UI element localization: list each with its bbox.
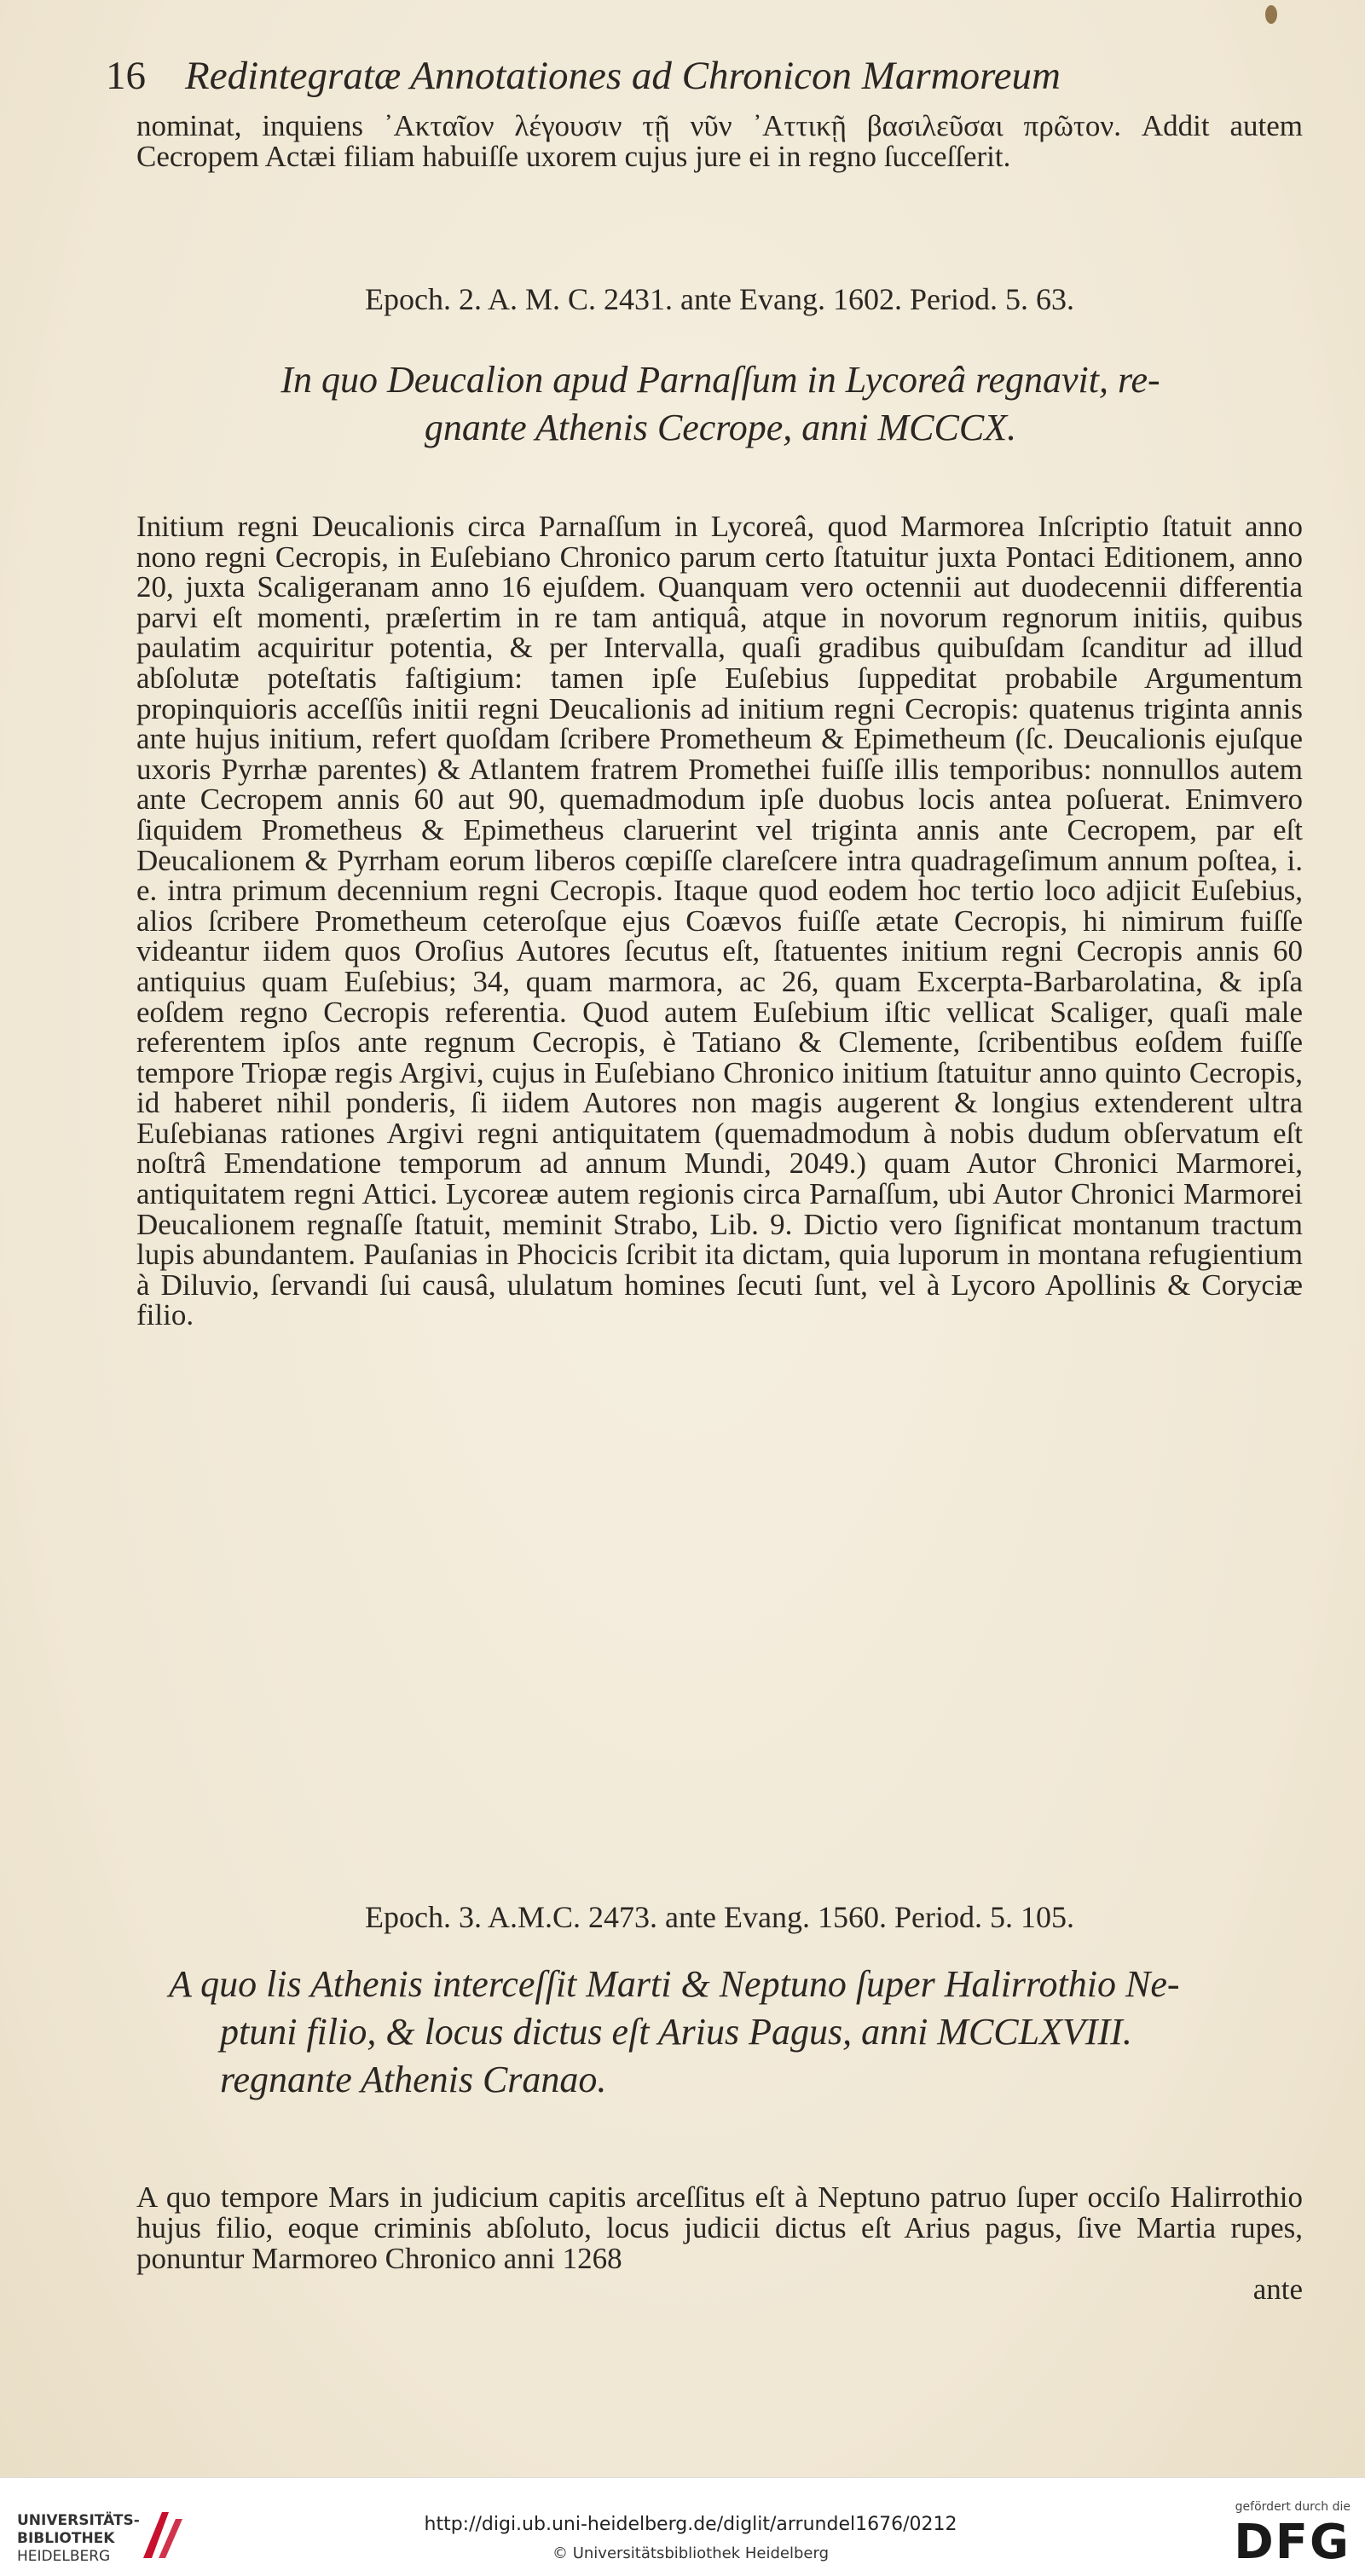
epoch-3-title-line-3: regnante Athenis Cranao. <box>220 2059 607 2100</box>
ink-blot <box>1265 5 1277 24</box>
epoch-2-line: Epoch. 2. A. M. C. 2431. ante Evang. 1602. Period. 5. 63. <box>365 282 1074 316</box>
epoch-3-title-line-1: A quo lis Athenis interceſſit Marti & Neptuno ſuper Halirrothio Ne- <box>169 1963 1180 2005</box>
running-title: Redintegratæ Annotationes ad Chronicon Marmoreum <box>185 54 1061 98</box>
library-logo-mark-icon <box>136 2507 188 2563</box>
last-paragraph <box>136 2182 1303 2305</box>
library-name-line-3: HEIDELBERG <box>17 2548 111 2565</box>
epoch-3-title <box>169 1961 1311 2104</box>
library-name-line-1: UNIVERSITÄTS- <box>17 2512 140 2529</box>
permalink[interactable]: http://digi.ub.uni-heidelberg.de/diglit/arrundel1676/0212 <box>424 2514 957 2535</box>
viewer-footer <box>0 2477 1365 2576</box>
epoch-3-title-line-2: ptuni filio, & locus dictus eſt Arius Pagus, anni MCCLXVIII. <box>220 2011 1132 2053</box>
epoch-2-title-line-1: In quo Deucalion apud Parnaſſum in Lycoreâ regnavit, re- <box>281 359 1160 401</box>
funding-caption: gefördert durch die <box>1235 2500 1351 2514</box>
page-number: 16 <box>106 54 146 98</box>
epoch-2-title-line-2: gnante Athenis Cecrope, anni MCCCX. <box>424 407 1017 448</box>
copyright-notice: © Universitätsbibliothek Heidelberg <box>552 2544 829 2562</box>
epoch-3-line: Epoch. 3. A.M.C. 2473. ante Evang. 1560. Period. 5. 105. <box>365 1900 1074 1934</box>
dfg-logo[interactable]: DFG <box>1234 2515 1351 2570</box>
main-paragraph: Initium regni Deucalionis circa Parnaſſum in Lycoreâ, quod Marmorea Inſcriptio ſtatuit anno nono regni Cecropis, in Euſebiano Chronico parum certo ſtatuitur juxta Pontaci Editionem, anno 20, juxta Scaligeranam anno 16 ejuſdem. Quanquam vero octennii aut duodecennii differentia parvi eſt momenti, præſertim in re tam antiquâ, atque in novorum regnorum initiis, quibus paulatim acquiritur potentia, & per Intervalla, quaſi gradibus quibuſdam ſcanditur ad illud abſolutæ poteſtatis faſtigium: tamen ipſe Euſebius ſuppeditat probabile Argumentum propinquioris acceſſûs initii regni Deucalionis ad initium regni Cecropis: quatenus triginta annis ante hujus initium, refert quoſdam ſcribere Prometheum & Epimetheum (ſc. Deucalionis ejuſque uxoris Pyrrhæ parentes) & Atlantem fratrem Promethei fuiſſe illis temporibus: nonnullos autem ante Cecropem annis 60 aut 90, quemadmodum ipſe duobus locis antea poſuerat. Enimvero ſiquidem Prometheus & Epimetheus claruerint vel triginta annis ante Cecropem, par eſt Deucalionem & Pyrrham eorum liberos cœpiſſe clareſcere intra quadrageſimum annum poſtea, i. e. intra primum decennium regni Cecropis. Itaque quod eodem hoc tertio loco adjicit Euſebius, alios ſcribere Prometheum ceteroſque ejus Coævos fuiſſe ætate Cecropis, hi nimirum fuiſſe videantur iidem quos Oroſius Autores ſecutus eſt, ſtatuentes initium regni Cecropis annis 60 antiquius quam Euſebius; 34, quam marmora, ac 26, quam Excerpta-Barbarolatina, & ipſa eoſdem regno Cecropis referentia. Quod autem Euſebium iſtic vellicat Scaliger, quaſi male referentem ipſos ante regnum Cecropis, è Tatiano & Clemente, ſcribentibus eoſdem fuiſſe tempore Triopæ regis Argivi, cujus in Euſebiano Chronico initium ſtatuitur anno quinto Cecropis, id haberet nihil ponderis, ſi iidem Autores non magis augerent & longius extenderent ultra Euſebianas rationes Argivi regni antiquitatem (quemadmodum à nobis dudum obſervatum eſt noſtrâ Emendatione temporum ad annum Mundi, 2049.) quam Autor Chronici Marmorei, antiquitatem regni Attici. Lycoreæ autem regionis circa Parnaſſum, ubi Autor Chronici Marmorei Deucalionem regnaſſe ſtatuit, meminit Strabo, Lib. 9. Dictio vero ſignificat montanum tractum lupis abundantem. Pauſanias in Phocicis ſcribit ita dictam, quia luporum in montana refugientium à Diluvio, ſervandi ſui causâ, ululatum homines ſecuti ſunt, vel à Lycoro Apollinis & Coryciæ filio. <box>136 510 1303 1332</box>
library-logo[interactable] <box>17 2512 140 2566</box>
catchword: ante <box>1252 2273 1303 2306</box>
running-head <box>106 53 1299 99</box>
last-paragraph-text: A quo tempore Mars in judicium capitis arceſſitus eſt à Neptuno patruo ſuper occiſo Halirrothio hujus filio, eoque criminis abſoluto, locus judicii dictus eſt Arius pagus, ſive Martia rupes, ponuntur Marmoreo Chronico anni 1268 <box>136 2180 1303 2275</box>
epoch-2-title <box>162 356 1279 452</box>
top-paragraph: nominat, inquiens ᾽Ακταῖον λέγουσιν τῇ νῦν ᾽Αττικῇ βασιλεῦσαι πρῶτον. Addit autem Cecropem Actæi filiam habuiſſe uxorem cujus jure ei in regno ſucceſſerit. <box>136 109 1303 173</box>
library-name-line-2: BIBLIOTHEK <box>17 2530 115 2547</box>
